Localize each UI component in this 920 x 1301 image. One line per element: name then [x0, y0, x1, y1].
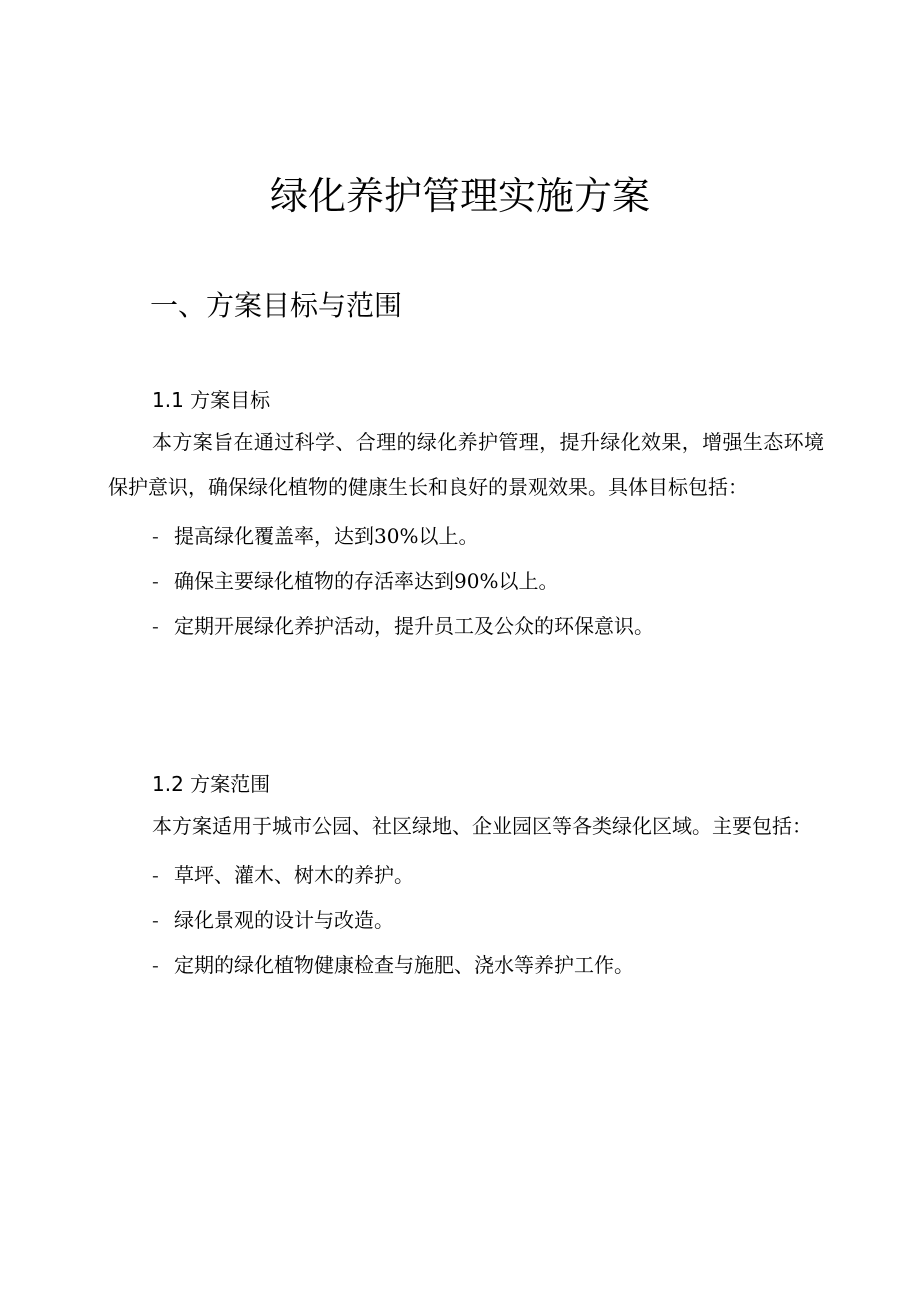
list-item-text: 提高绿化覆盖率，达到30%以上。 [174, 524, 479, 548]
list-item [108, 514, 824, 559]
list-item [108, 898, 824, 943]
list-item [108, 604, 824, 649]
goals-paragraph: 本方案旨在通过科学、合理的绿化养护管理，提升绿化效果，增强生态环境保护意识，确保绿化植物的健康生长和良好的景观效果。具体目标包括： [108, 430, 824, 499]
scope-paragraph: 本方案适用于城市公园、社区绿地、企业园区等各类绿化区域。主要包括： [152, 814, 812, 838]
list-item-text: 绿化景观的设计与改造。 [174, 908, 394, 932]
list-dash: - [152, 863, 159, 887]
scope-list [108, 853, 824, 988]
list-item [108, 559, 824, 604]
list-dash: - [152, 953, 159, 977]
list-dash: - [152, 908, 159, 932]
goals-list [108, 514, 824, 649]
list-item-text: 确保主要绿化植物的存活率达到90%以上。 [174, 569, 559, 593]
list-item-text: 草坪、灌木、树木的养护。 [174, 863, 414, 887]
subsection-heading-scope: 1.2 方案范围 [152, 772, 271, 796]
subsection-scope [108, 770, 824, 988]
subsection-goals [108, 386, 824, 649]
list-item-text: 定期开展绿化养护活动，提升员工及公众的环保意识。 [174, 614, 654, 638]
list-item [108, 853, 824, 898]
list-item [108, 943, 824, 988]
subsection-heading-goals: 1.1 方案目标 [152, 388, 271, 412]
document-title: 绿化养护管理实施方案 [269, 174, 650, 218]
section-heading-goals-scope: 一、方案目标与范围 [150, 289, 403, 322]
list-item-text: 定期的绿化植物健康检查与施肥、浇水等养护工作。 [174, 953, 634, 977]
list-dash: - [152, 569, 159, 593]
list-dash: - [152, 614, 159, 638]
list-dash: - [152, 524, 159, 548]
